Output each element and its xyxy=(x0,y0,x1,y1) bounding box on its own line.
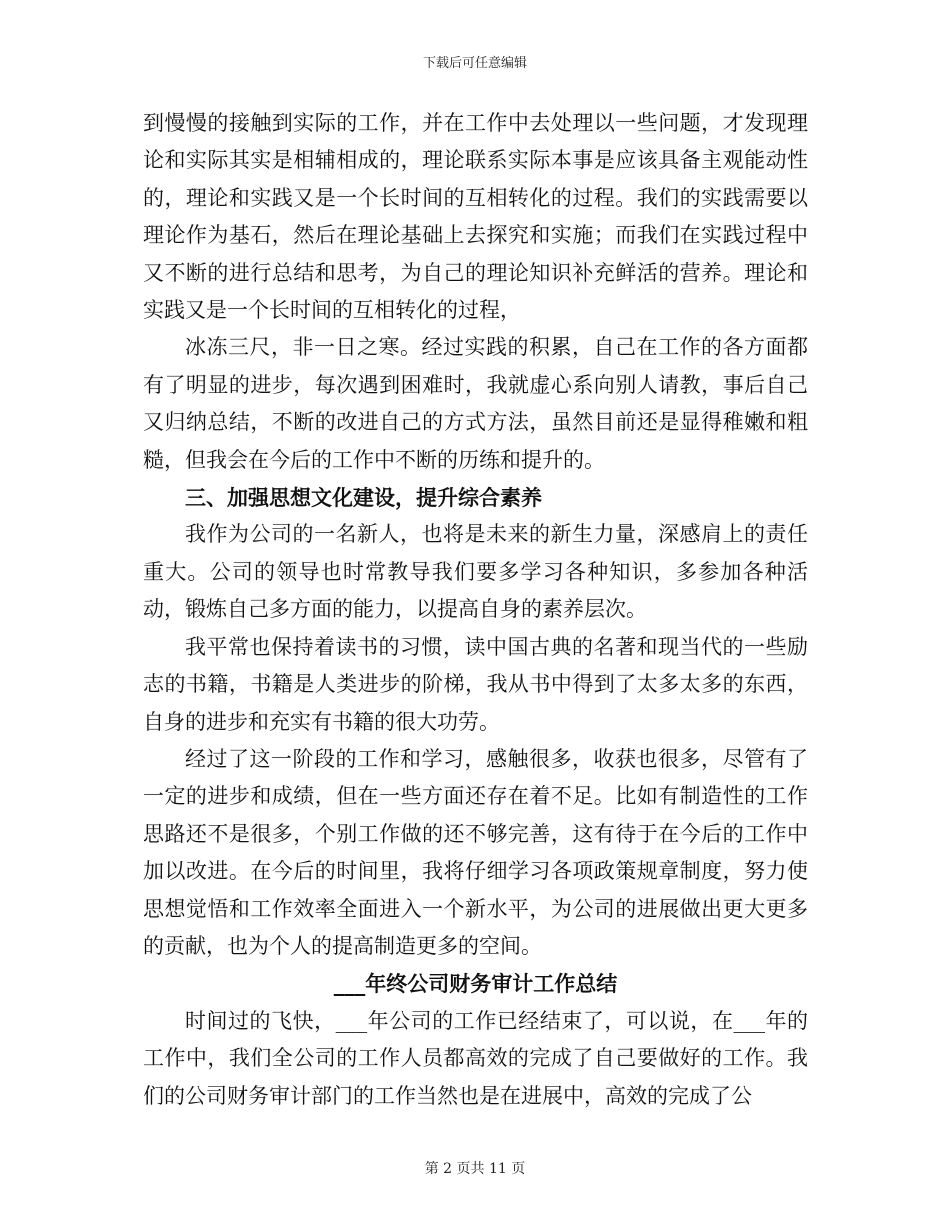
document-title: ___年终公司财务审计工作总结 xyxy=(333,971,618,997)
page-header: 下载后可任意编辑 xyxy=(422,56,527,71)
paragraph-2: 冰冻三尺，非一日之寒。经过实践的积累，自己在工作的各方面都有了明显的进步，每次遇到困难时，我就虚心系向别人请教，事后自己又归纳总结，不断的改进自己的方式方法，虽然目前还是显得稚嫩和粗糙，但我会在今后的工作中不断的历练和提升的。 xyxy=(143,335,808,472)
paragraph-6: 时间过的飞快，___年公司的工作已经结束了，可以说，在___年的工作中，我们全公司的工作人员都高效的完成了自己要做好的工作。我们的公司财务审计部门的工作当然也是在进展中，高效的完成了公 xyxy=(143,1008,808,1108)
paragraph-4: 我平常也保持着读书的习惯，读中国古典的名著和现当代的一些励志的书籍，书籍是人类进步的阶梯，我从书中得到了太多太多的东西，自身的进步和充实有书籍的很大功劳。 xyxy=(143,634,808,734)
document-body xyxy=(143,105,808,1115)
paragraph-1: 到慢慢的接触到实际的工作，并在工作中去处理以一些问题，才发现理论和实际其实是相辅相成的，理论联系实际本事是应该具备主观能动性的，理论和实践又是一个长时间的互相转化的过程。我们的实践需要以理论作为基石，然后在理论基础上去探究和实施；而我们在实践过程中又不断的进行总结和思考，为自己的理论知识补充鲜活的营养。理论和实践又是一个长时间的互相转化的过程， xyxy=(143,111,808,323)
page-footer: 第 2 页共 11 页 xyxy=(424,1161,526,1177)
section-heading-3: 三、加强思想文化建设，提升综合素养 xyxy=(185,485,542,511)
paragraph-5: 经过了这一阶段的工作和学习，感触很多，收获也很多，尽管有了一定的进步和成绩，但在一些方面还存在着不足。比如有制造性的工作思路还不是很多，个别工作做的还不够完善，这有待于在今后的工作中加以改进。在今后的时间里，我将仔细学习各项政策规章制度，努力使思想觉悟和工作效率全面进入一个新水平，为公司的进展做出更大更多的贡献，也为个人的提高制造更多的空间。 xyxy=(143,746,808,958)
paragraph-3: 我作为公司的一名新人，也将是未来的新生力量，深感肩上的责任重大。公司的领导也时常教导我们要多学习各种知识，多参加各种活动，锻炼自己多方面的能力，以提高自身的素养层次。 xyxy=(143,522,808,622)
